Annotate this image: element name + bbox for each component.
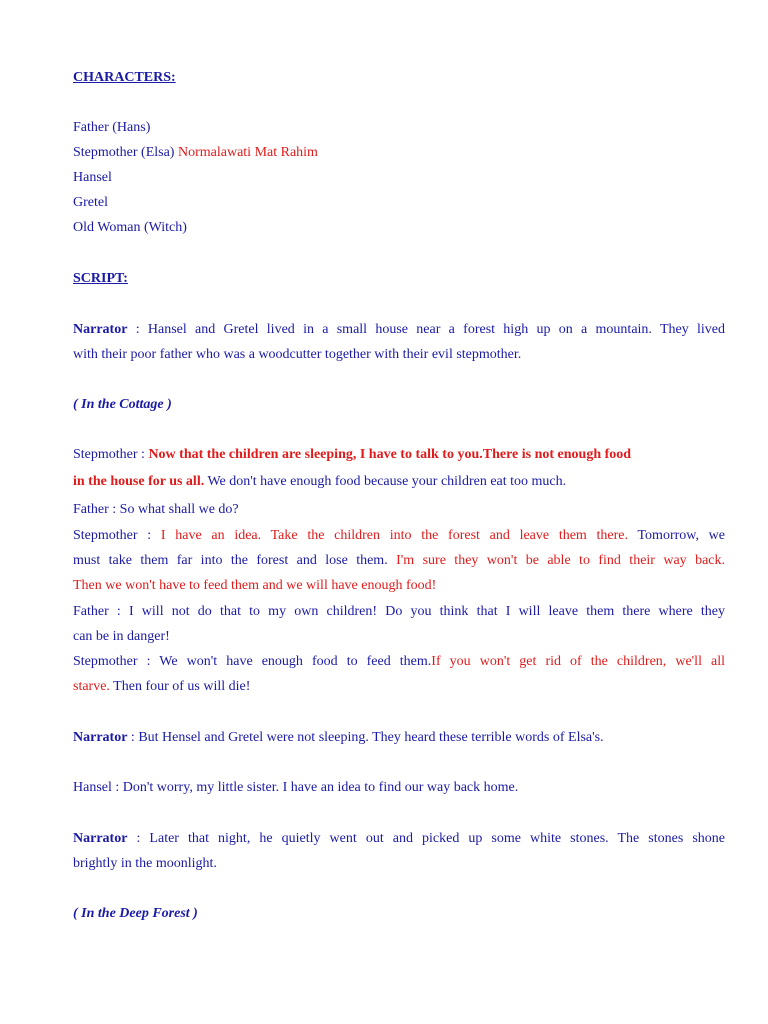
dialogue-line: Stepmother : We won't have enough food to feed them.If you won't get rid of the children, we'll all [73,654,726,669]
character-item-witch: Old Woman (Witch) [73,220,187,235]
hansel-dialogue-1 [73,775,725,800]
dialogue-line: Narrator : Hansel and Gretel lived in a small house near a forest high up on a mountain. They lived [73,322,725,337]
stepmother-dialogue-3 [73,649,725,699]
script-heading: SCRIPT: [73,271,128,286]
narrator-passage-1 [73,317,725,367]
dialogue-line: in the house for us all. We don't have enough food because your children eat too much. [73,474,567,489]
father-dialogue-1 [73,497,725,522]
narrator-passage-2 [73,725,725,750]
dialogue-line: Father : I will not do that to my own children! Do you think that I will leave them there where they [73,604,725,619]
speaker-stepmother: Stepmother : [73,654,160,669]
dialogue-line: Stepmother : I have an idea. Take the children into the forest and leave them there. Tomorrow, we [73,528,726,543]
dialogue-line: Then we won't have to feed them and we will have enough food! [73,578,437,593]
speaker-father: Father : [73,502,120,517]
character-item-father: Father (Hans) [73,120,151,135]
dialogue-line: brightly in the moonlight. [73,856,217,871]
speaker-stepmother: Stepmother : [73,447,149,462]
character-item-hansel: Hansel [73,170,112,185]
speaker-father: Father : [73,604,129,619]
father-dialogue-2 [73,599,725,649]
speaker-narrator: Narrator [73,322,128,337]
dialogue-line: starve. Then four of us will die! [73,679,251,694]
speaker-narrator: Narrator [73,831,128,846]
dialogue-line: Narrator : Later that night, he quietly went out and picked up some white stones. The stones shone [73,831,726,846]
character-item-gretel: Gretel [73,195,108,210]
dialogue-line: must take them far into the forest and lose them. I'm sure they won't be able to find their way back. [73,553,726,568]
speaker-stepmother: Stepmother : [73,528,161,543]
speaker-hansel: Hansel : [73,780,123,795]
stage-direction-forest: ( In the Deep Forest ) [73,906,198,921]
dialogue-line: Stepmother : Now that the children are sleeping, I have to talk to you.There is not enough food [73,447,632,462]
character-item-stepmother: Stepmother (Elsa) Normalawati Mat Rahim [73,145,318,160]
dialogue-line: Hansel : Don't worry, my little sister. I have an idea to find our way back home. [73,780,519,795]
dialogue-line: Father : So what shall we do? [73,502,239,517]
actor-note: Normalawati Mat Rahim [177,145,318,160]
stepmother-dialogue-2 [73,523,725,598]
characters-heading: CHARACTERS: [73,70,176,85]
speaker-narrator: Narrator [73,730,128,745]
dialogue-line: can be in danger! [73,629,170,644]
narrator-passage-3 [73,826,725,876]
dialogue-line: Narrator : But Hensel and Gretel were not sleeping. They heard these terrible words of Elsa's. [73,730,604,745]
character-list [73,115,725,240]
stepmother-dialogue-1 [73,441,725,494]
stage-direction-cottage: ( In the Cottage ) [73,397,172,412]
dialogue-line: with their poor father who was a woodcutter together with their evil stepmother. [73,347,522,362]
